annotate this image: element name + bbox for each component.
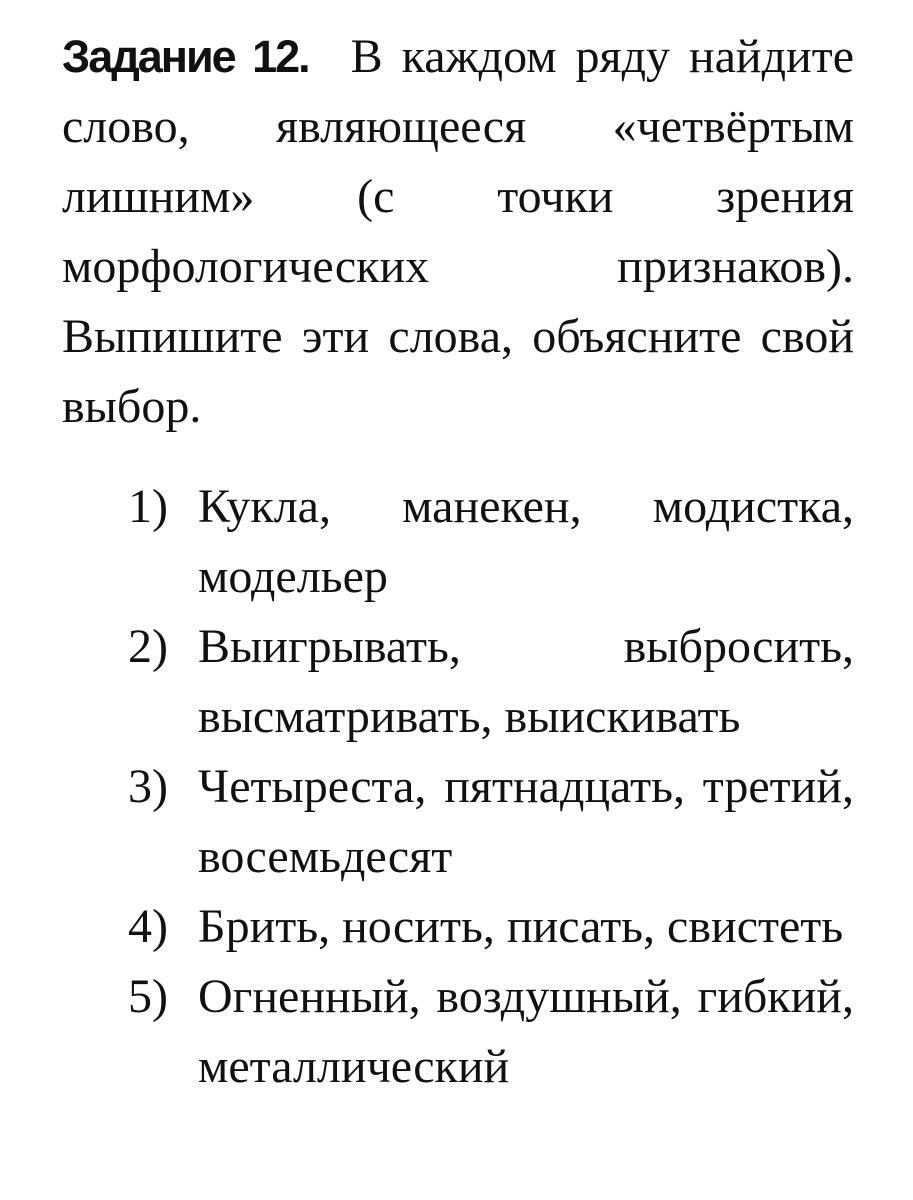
- row-words: Выигрывать, выбросить, высматривать, выискивать: [198, 620, 854, 743]
- row-words: Четыреста, пятнадцать, третий, восемьдесят: [198, 760, 854, 883]
- task-text: В каждом ряду найдите слово, являющееся «четвёртым лишним» (с точки зрения морфологических признаков). Выпишите эти слова, объясните свой выбор.: [62, 30, 854, 433]
- list-item: [62, 472, 854, 612]
- task-paragraph: [62, 22, 854, 442]
- list-item: [62, 752, 854, 892]
- row-number: 2): [128, 620, 168, 673]
- word-rows-list: [62, 472, 854, 1102]
- list-item: [62, 892, 854, 962]
- row-number: 3): [128, 760, 168, 813]
- list-item: [62, 962, 854, 1102]
- list-item: [62, 612, 854, 752]
- row-words: Огненный, воздушный, гибкий, металлический: [198, 970, 854, 1093]
- task-label: Задание 12.: [62, 31, 309, 82]
- row-words: Брить, носить, писать, свистеть: [198, 900, 844, 953]
- row-number: 1): [128, 480, 168, 533]
- row-number: 5): [128, 970, 168, 1023]
- row-number: 4): [128, 900, 168, 953]
- row-words: Кукла, манекен, модистка, модельер: [198, 480, 854, 603]
- task-page: [62, 22, 854, 1102]
